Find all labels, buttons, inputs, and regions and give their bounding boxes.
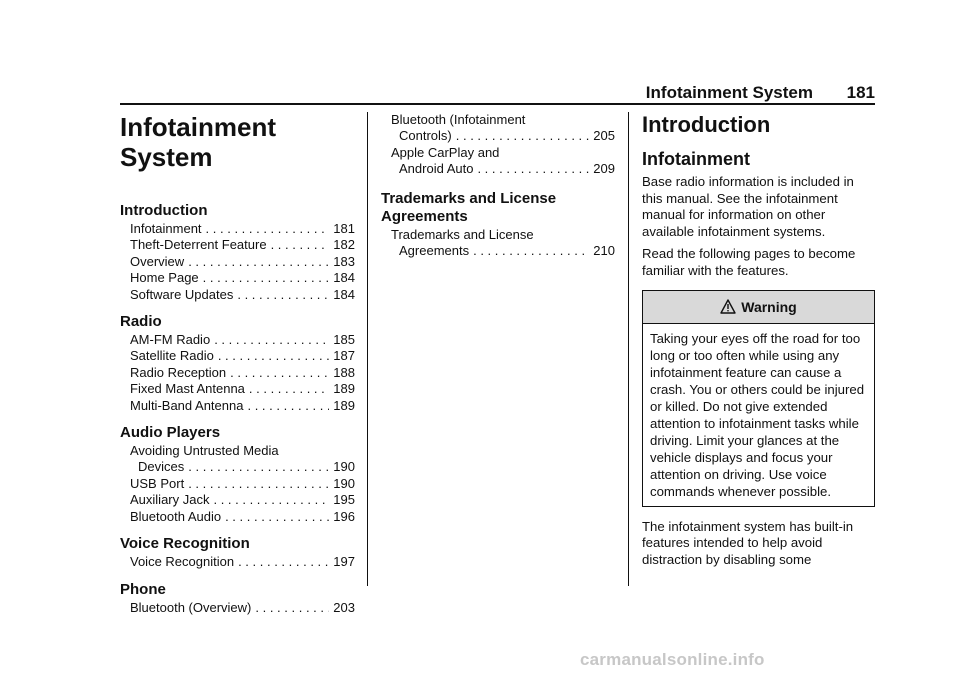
column-divider [628, 112, 629, 586]
toc-entry[interactable]: Devices . . . 190 [120, 459, 355, 475]
warning-title: Warning [741, 298, 797, 315]
page-header [120, 81, 875, 105]
toc-entry-line[interactable]: Trademarks and License [391, 226, 534, 242]
toc-entry[interactable]: Overview . . . 183 [120, 254, 355, 270]
toc-entry-line[interactable]: Avoiding Untrusted Media [130, 443, 279, 459]
toc-entry[interactable]: Fixed Mast Antenna . . . 189 [120, 381, 355, 397]
toc-entry[interactable]: AM-FM Radio . . . 185 [120, 332, 355, 348]
toc-entry[interactable]: Voice Recognition . . . 197 [120, 554, 355, 570]
toc-entry[interactable]: Theft-Deterrent Feature . . . 182 [120, 237, 355, 253]
subsection-title: Infotainment [642, 149, 750, 169]
toc-heading: Radio [120, 313, 162, 331]
column-divider [367, 112, 368, 586]
toc-entry[interactable]: Agreements . . . 210 [381, 243, 615, 259]
toc-section-radio [120, 313, 355, 414]
toc-column-1 [120, 112, 355, 616]
toc-section-phone [120, 581, 355, 616]
toc-entry-line[interactable]: Bluetooth (Infotainment [391, 112, 526, 127]
toc-entry[interactable]: Multi-Band Antenna . . . 189 [120, 398, 355, 414]
toc-section-voice-recognition [120, 535, 355, 570]
warning-box [642, 290, 875, 507]
warning-text: Taking your eyes off the road for too long or too often while using any infotainment feature can cause a crash. You or others could be injured or killed. Do not give extended attention to infotainment tasks while driving. Limit your glances at the vehicle displays and focus your attention on driving. Use voice commands whenever possible. [650, 330, 865, 499]
toc-column-2 [381, 112, 615, 259]
toc-heading: Audio Players [120, 424, 221, 442]
toc-section-audio-players [120, 424, 355, 525]
toc-entry[interactable]: Auxiliary Jack . . . 195 [120, 492, 355, 508]
toc-entry[interactable]: USB Port . . . 190 [120, 476, 355, 492]
content-column [642, 112, 875, 574]
toc-entry[interactable]: Software Updates . . . 184 [120, 287, 355, 303]
header-title: Infotainment System [645, 83, 813, 102]
paragraph: Base radio information is included in this manual. See the infotainment manual for information on other available infotainment systems. [642, 174, 854, 239]
watermark: carmanualsonline.info [580, 650, 765, 669]
chapter-title: Infotainment System [120, 112, 276, 172]
warning-triangle-icon [720, 299, 736, 314]
toc-entry[interactable]: Bluetooth (Overview) . . . 203 [120, 600, 355, 616]
toc-heading: Voice Recognition [120, 535, 250, 553]
paragraph: Read the following pages to become familiar with the features. [642, 246, 856, 278]
toc-entry[interactable]: Satellite Radio . . . 187 [120, 348, 355, 364]
page-number: 181 [846, 83, 875, 102]
toc-heading: Trademarks and License Agreements [381, 189, 557, 225]
toc-entry[interactable]: Home Page . . . 184 [120, 270, 355, 286]
toc-heading: Phone [120, 580, 166, 598]
toc-entry[interactable]: Bluetooth Audio . . . 196 [120, 509, 355, 525]
warning-header [643, 291, 874, 324]
toc-section-introduction [120, 202, 355, 303]
toc-entry[interactable]: Radio Reception . . . 188 [120, 365, 355, 381]
paragraph: The infotainment system has built-in features intended to help avoid distraction by disabling some [642, 518, 854, 567]
toc-entry[interactable]: Infotainment . . . 181 [120, 221, 355, 237]
section-title: Introduction [642, 112, 771, 137]
toc-entry-line[interactable]: Apple CarPlay and [391, 144, 500, 160]
toc-entry[interactable]: Android Auto . . . 209 [381, 161, 615, 177]
toc-entry[interactable]: Controls) . . . 205 [381, 128, 615, 144]
toc-heading: Introduction [120, 202, 208, 219]
toc-section-trademarks [381, 190, 615, 260]
